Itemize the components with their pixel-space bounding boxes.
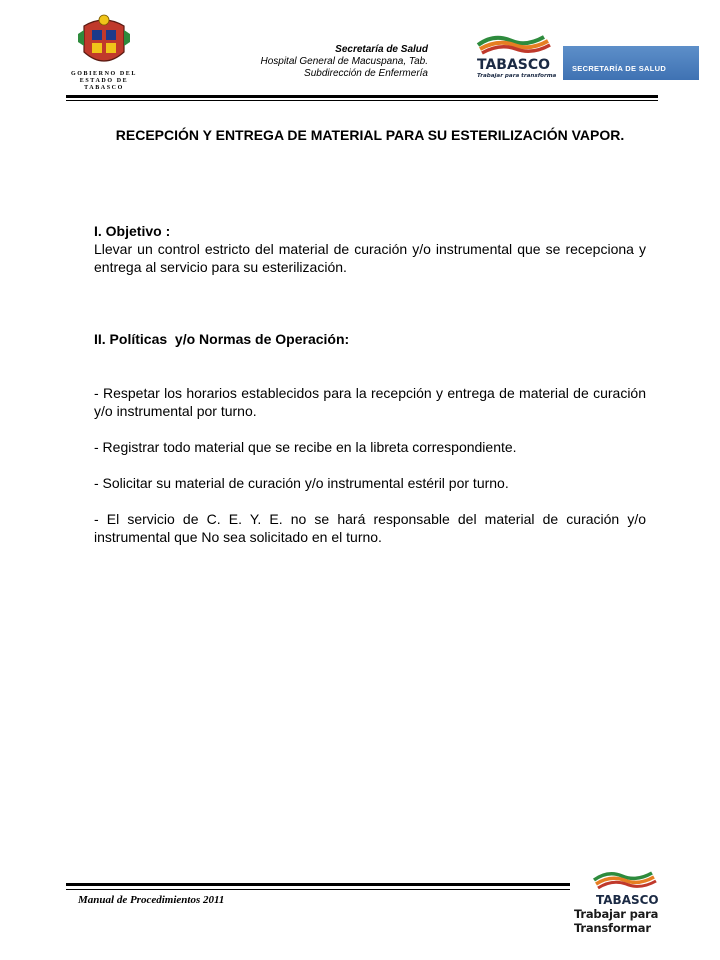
politica-item: - Solicitar su material de curación y/o instrumental estéril por turno. xyxy=(94,475,509,491)
footer-tabasco-logo xyxy=(590,870,660,908)
secretaria-salud-logo-text: SECRETARÍA DE SALUD xyxy=(572,64,667,73)
politica-item: - Registrar todo material que se recibe en la libreta correspondiente. xyxy=(94,439,517,455)
header-org-line1: Secretaría de Salud xyxy=(335,44,428,55)
politica-item: - El servicio de C. E. Y. E. no se hará responsable del material de curación y/o instrumental que No sea solicitado en el turno. xyxy=(94,511,646,545)
footer-manual-text: Manual de Procedimientos 2011 xyxy=(78,894,225,906)
politica-item: - Respetar los horarios establecidos para la recepción y entrega de material de curación y/o instrumental por turno. xyxy=(94,385,646,419)
tabasco-logo xyxy=(474,33,556,79)
section-heading-objetivo: I. Objetivo : xyxy=(94,223,171,239)
coat-of-arms-icon xyxy=(70,12,138,72)
footer-logo-text: TABASCO xyxy=(596,893,659,907)
header-organization xyxy=(260,44,428,80)
coat-caption-line: TABASCO xyxy=(84,85,124,91)
document-title: RECEPCIÓN Y ENTREGA DE MATERIAL PARA SU ESTERILIZACIÓN VAPOR. xyxy=(115,127,625,143)
tabasco-logo-slogan: Trabajar para transformar xyxy=(477,73,556,79)
document-body xyxy=(94,222,646,546)
header-org-line2: Hospital General de Macuspana, Tab. xyxy=(260,56,428,67)
footer-rule-thick xyxy=(66,883,570,886)
coat-caption-line: GOBIERNO DEL xyxy=(70,71,138,77)
header-rule-thick xyxy=(66,95,658,98)
header-org-line3: Subdirección de Enfermería xyxy=(304,68,428,79)
tabasco-swoosh-icon xyxy=(474,33,556,79)
coat-of-arms-caption xyxy=(66,71,142,92)
tabasco-logo-text: TABASCO xyxy=(477,57,551,73)
section-heading-politicas: II. Políticas y/o Normas de Operación: xyxy=(94,331,350,347)
footer-slogan: Trabajar para Transformar xyxy=(574,907,659,935)
coat-caption-line: ESTADO DE xyxy=(79,78,129,84)
objetivo-paragraph: Llevar un control estricto del material de curación y/o instrumental que se recepciona y entrega al servicio para su esterilización. xyxy=(94,241,646,275)
footer-tabasco-swoosh-icon xyxy=(590,870,660,908)
footer-rule-thin xyxy=(66,889,570,890)
secretaria-salud-logo xyxy=(563,46,699,80)
header-rule-thin xyxy=(66,100,658,101)
